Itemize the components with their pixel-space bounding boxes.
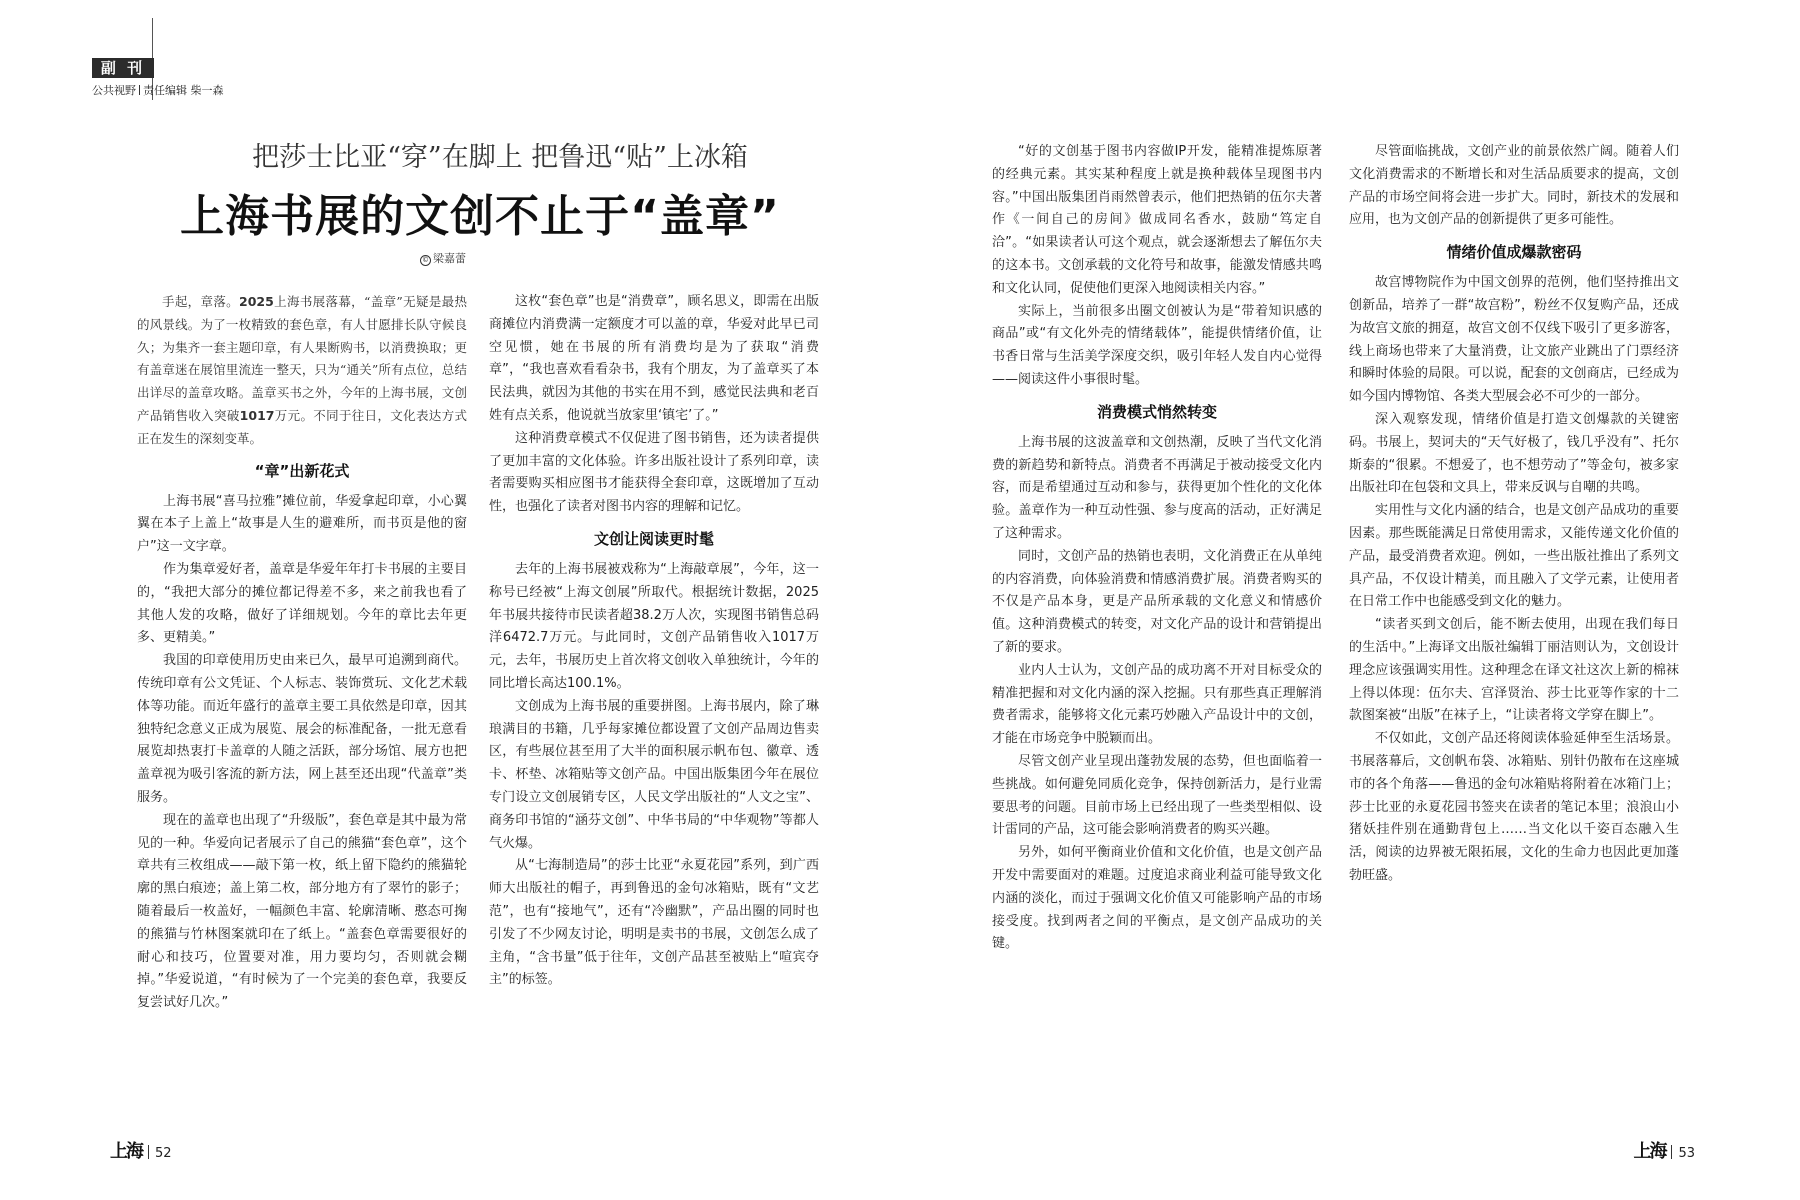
- page-footer-right: [1633, 1140, 1695, 1164]
- page-footer-left: [110, 1140, 172, 1164]
- byline: [420, 250, 466, 266]
- paragraph: 文创成为上海书展的重要拼图。上海书展内，除了琳琅满目的书籍，几乎每家摊位都设置了文创产品周边售卖区，有些展位甚至用了大半的面积展示帆布包、徽章、透卡、杯垫、冰箱贴等文创产品。中国出版集团今年在展位专门设立文创展销专区，人民文学出版社的“人文之宝”、商务印书馆的“涵芬文创”、中华书局的“中华观物”等都人气火爆。: [489, 698, 819, 851]
- paragraph: 尽管文创产业呈现出蓬勃发展的态势，但也面临着一些挑战。如何避免同质化竞争，保持创新活力，是行业需要思考的问题。目前市场上已经出现了一些类型相似、设计雷同的产品，这可能会影响消费者的购买兴趣。: [992, 753, 1322, 838]
- editor-name: 柴一森: [190, 84, 224, 97]
- column-2: [489, 291, 819, 992]
- column-1: [137, 291, 467, 1015]
- paragraph: 不仅如此，文创产品还将阅读体验延伸至生活场景。书展落幕后，文创帆布袋、冰箱贴、别针仍散布在这座城市的各个角落——鲁迅的金句冰箱贴将附着在冰箱门上；莎士比亚的永夏花园书签夹在读者的笔记本里；浪浪山小猪妖挂件别在通勤背包上……当文化以千姿百态融入生活，阅读的边界被无限拓展，文化的生命力也因此更加蓬勃旺盛。: [1349, 731, 1679, 883]
- divider: [148, 1145, 149, 1159]
- paragraph: 深入观察发现，情绪价值是打造文创爆款的关键密码。书展上，契诃夫的“天气好极了，钱几乎没有”、托尔斯泰的“很累。不想爱了，也不想劳动了”等金句，被多家出版社印在包袋和文具上，带来反讽与自嘲的共鸣。: [1349, 411, 1679, 496]
- paragraph: “读者买到文创后，能不断去使用，出现在我们每日的生活中。”上海译文出版社编辑丁丽洁则认为，文创设计理念应该强调实用性。这种理念在译文社这次上新的棉袜上得以体现：伍尔夫、宫泽贤治、莎士比亚等作家的十二款图案被“出版”在袜子上，“让读者将文学穿在脚上”。: [1349, 617, 1679, 724]
- page-number: 52: [155, 1146, 172, 1161]
- paragraph: 这枚“套色章”也是“消费章”，顾名思义，即需在出版商摊位内消费满一定额度才可以盖的章，华爱对此早已司空见惯，她在书展的所有消费均是为了获取“消费章”，“我也喜欢看看杂书，我有个朋友，为了盖章买了本民法典，就因为其他的书实在用不到，感觉民法典和老百姓有点关系，他说就当放家里‘镇宅’了。”: [489, 294, 819, 423]
- paragraph: 实用性与文化内涵的结合，也是文创产品成功的重要因素。那些既能满足日常使用需求，又能传递文化价值的产品，最受消费者欢迎。例如，一些出版社推出了系列文具产品，不仅设计精美，而且融入了文学元素，让使用者在日常工作中也能感受到文化的魅力。: [1349, 503, 1679, 610]
- copyright-icon: ©: [422, 256, 429, 264]
- divider: [1671, 1145, 1672, 1159]
- paragraph: 上海书展的这波盖章和文创热潮，反映了当代文化消费的新趋势和新特点。消费者不再满足于被动接受文化内容，而是希望通过互动和参与，获得更加个性化的文化体验。盖章作为一种互动性强、参与度高的活动，正好满足了这种需求。: [992, 434, 1322, 541]
- section-subheader: [92, 82, 224, 98]
- paragraph: 从“七海制造局”的莎士比亚“永夏花园”系列，到广西师大出版社的帽子，再到鲁迅的金句冰箱贴，既有“文艺范”，也有“接地气”，还有“冷幽默”，产品出圈的同时也引发了不少网友讨论，明明是卖书的书展，文创怎么成了主角，“含书量”低于往年，文创产品甚至被贴上“喧宾夺主”的标签。: [489, 858, 819, 988]
- paragraph: 同时，文创产品的热销也表明，文化消费正在从单纯的内容消费，向体验消费和情感消费扩展。消费者购买的不仅是产品本身，更是产品所承载的文化意义和情感价值。这种消费模式的转变，对文化产品的设计和营销提出了新的要求。: [992, 548, 1322, 655]
- paragraph: 去年的上海书展被戏称为“上海敲章展”，今年，这一称号已经被“上海文创展”所取代。根据统计数据，2025年书展共接待市民读者超38.2万人次，实现图书销售总码洋6472.7万元。与此同时，文创产品销售收入1017万元，去年，书展历史上首次将文创收入单独统计，今年的同比增长高达100.1%。: [489, 561, 819, 691]
- article-kicker: 把莎士比亚“穿”在脚上 把鲁迅“贴”上冰箱: [252, 142, 748, 173]
- section-tag: 副 刊: [92, 58, 154, 78]
- section-name: 公共视野: [92, 84, 136, 97]
- author-name: 梁嘉蕾: [433, 252, 466, 265]
- paragraph: 现在的盖章也出现了“升级版”，套色章是其中最为常见的一种。华爱向记者展示了自己的熊猫“套色章”，这个章共有三枚组成——敲下第一枚，纸上留下隐约的熊猫轮廓的黑白痕迹；盖上第二枚，部分地方有了翠竹的影子；随着最后一枚盖好，一幅颜色丰富、轮廓清晰、憨态可掬的熊猫与竹林图案就印在了纸上。“盖套色章需要很好的耐心和技巧，位置要对准，用力要均匀，否则就会糊掉。”华爱说道，“有时候为了一个完美的套色章，我要反复尝试好几次。”: [137, 812, 467, 1011]
- paragraph: “好的文创基于图书内容做IP开发，能精准提炼原著的经典元素。其实某种程度上就是换种载体呈现图书内容。”中国出版集团肖雨然曾表示，他们把热销的伍尔夫著作《一间自己的房间》做成同名香水，鼓励“笃定自洽”。“如果读者认可这个观点，就会逐渐想去了解伍尔夫的这本书。文创承载的文化符号和故事，能激发情感共鸣和文化认同，促使他们更深入地阅读相关内容。”: [992, 144, 1322, 296]
- section-heading: “章”出新花式: [254, 461, 350, 480]
- page-number: 53: [1678, 1146, 1695, 1161]
- paragraph: 另外，如何平衡商业价值和文化价值，也是文创产品开发中需要面对的难题。过度追求商业利益可能导致文化内涵的淡化，而过于强调文化价值又可能影响产品的市场接受度。找到两者之间的平衡点，是文创产品成功的关键。: [992, 845, 1322, 952]
- paragraph: 这种消费章模式不仅促进了图书销售，还为读者提供了更加丰富的文化体验。许多出版社设计了系列印章，读者需要购买相应图书才能获得全套印章，这既增加了互动性，也强化了读者对图书内容的理解和记忆。: [489, 430, 819, 515]
- section-heading: 情绪价值成爆款密码: [1446, 243, 1582, 262]
- paragraph: 业内人士认为，文创产品的成功离不开对目标受众的精准把握和对文化内涵的深入挖掘。只有那些真正理解消费者需求，能够将文化元素巧妙融入产品设计中的文创，才能在市场竞争中脱颖而出。: [992, 662, 1322, 747]
- right-page: [900, 0, 1800, 1200]
- section-heading: 消费模式悄然转变: [1096, 402, 1217, 421]
- paragraph: 上海书展“喜马拉雅”摊位前，华爱拿起印章，小心翼翼在本子上盖上“故事是人生的避难所，而书页是他的窗户”这一文字章。: [137, 493, 467, 555]
- divider: [139, 85, 140, 95]
- editor-label: 责任编辑: [143, 84, 187, 97]
- section-heading: 文创让阅读更时髦: [593, 529, 714, 548]
- magazine-logo: 上海: [1633, 1141, 1666, 1162]
- paragraph: 尽管面临挑战，文创产业的前景依然广阔。随着人们文化消费需求的不断增长和对生活品质要求的提高，文创产品的市场空间将会进一步扩大。同时，新技术的发展和应用，也为文创产品的创新提供了更多可能性。: [1349, 144, 1679, 228]
- column-4: [1349, 141, 1679, 888]
- paragraph: 我国的印章使用历史由来已久，最早可追溯到商代。传统印章有公文凭证、个人标志、装饰赏玩、文化艺术载体等功能。而近年盛行的盖章主要工具依然是印章，因其独特纪念意义正成为展览、展会的标准配备，一批无意看展览却热衷打卡盖章的人随之活跃，部分场馆、展方也把盖章视为吸引客流的新方法，网上甚至还出现“代盖章”类服务。: [137, 653, 467, 805]
- column-3: [992, 141, 1322, 956]
- paragraph: 实际上，当前很多出圈文创被认为是“带着知识感的商品”或“有文化外壳的情绪载体”，能提供情绪价值，让书香日常与生活美学深度交织，吸引年轻人发自内心觉得——阅读这件小事很时髦。: [992, 303, 1322, 387]
- magazine-logo: 上海: [110, 1141, 142, 1162]
- article-headline: 上海书展的文创不止于“盖章”: [180, 191, 780, 242]
- paragraph: 作为集章爱好者，盖章是华爱年年打卡书展的主要目的，“我把大部分的摊位都记得差不多，来之前我也看了其他人发的攻略，做好了详细规划。今年的章比去年更多、更精美。”: [137, 561, 467, 646]
- paragraph: 故宫博物院作为中国文创界的范例，他们坚持推出文创新品，培养了一群“故宫粉”，粉丝不仅复购产品，还成为故宫文旅的拥趸，故宫文创不仅线下吸引了更多游客，线上商场也带来了大量消费，让文旅产业跳出了门票经济和瞬时体验的局限。可以说，配套的文创商店，已经成为如今国内博物馆、各类大型展会必不可少的一部分。: [1349, 275, 1679, 405]
- lead-paragraph: 手起，章落。2025上海书展落幕，“盖章”无疑是最热的风景线。为了一枚精致的套色章，有人甘愿排长队守候良久；为集齐一套主题印章，有人果断购书，以消费换取；更有盖章迷在展馆里流连一整天，只为“通关”所有点位，总结出详尽的盖章攻略。盖章买书之外，今年的上海书展，文创产品销售收入突破1017万元。不同于往日，文化表达方式正在发生的深刻变革。: [137, 294, 467, 446]
